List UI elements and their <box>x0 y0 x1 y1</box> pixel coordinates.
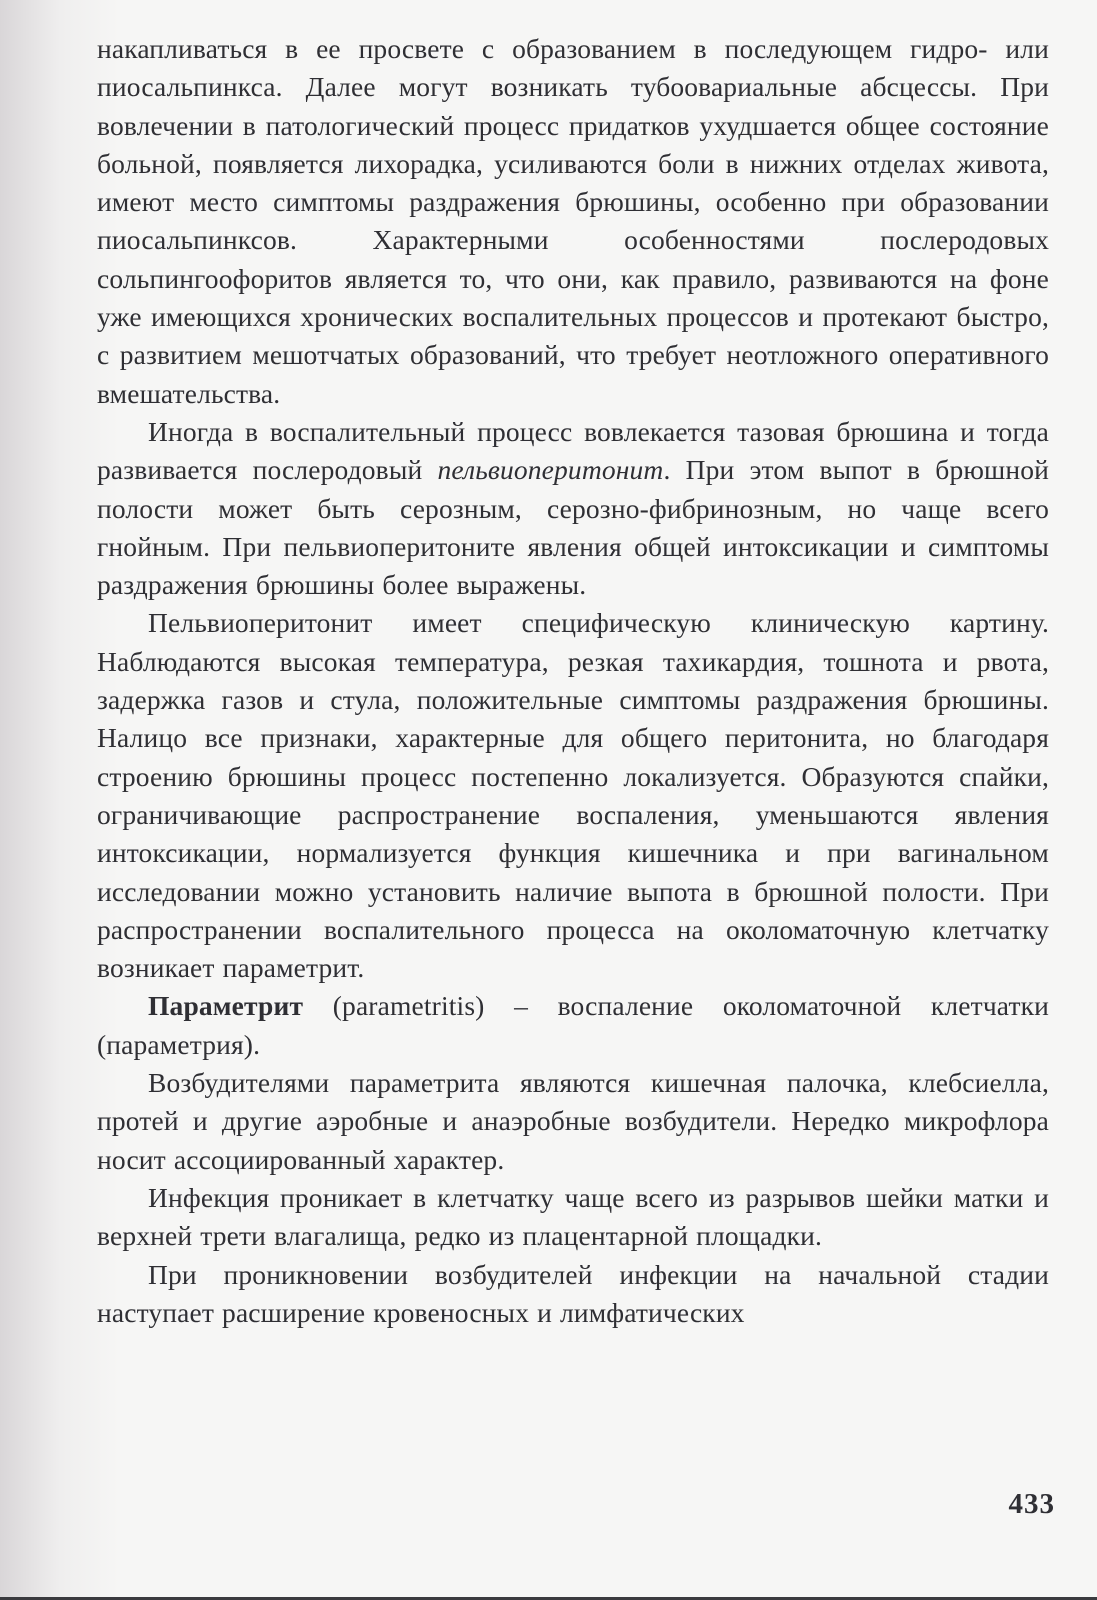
paragraph-text: накапливаться в ее просвете с образованием в последующем гидро- или пиосальпинкса. Далее могут возникать тубоовариальные абсцессы. При вовлечении в патологический процесс придатков ухудшается общее состояние больной, появляется лихорадка, усиливаются боли в нижних отделах живота, имеют место симптомы раздражения брюшины, особенно при образовании пиосальпинксов. Характерными особенностями послеродовых сольпингоофоритов является то, что они, как правило, развиваются на фоне уже имеющихся хронических воспалительных процессов и протекают быстро, с развитием мешотчатых образований, что требует неотложного оперативного вмешательства. <box>97 33 1049 409</box>
italic-term: пельвиоперитонит <box>437 454 664 486</box>
paragraph-text: При проникновении возбудителей инфекции на начальной стадии наступает расширение кровеносных и лимфатических <box>97 1258 1049 1328</box>
paragraph-text-before: Иногда в воспалительный процесс вовлекается тазовая брюшина и тогда развивается послеродовый <box>97 415 1049 486</box>
paragraph-pelvioperitonitis-clinic <box>97 604 1049 987</box>
paragraph-infection-route <box>97 1179 1049 1256</box>
paragraph-text-after: . При этом выпот в брюшной полости может быть серозным, серозно-фибринозным, но чаще всего гнойным. При пельвиоперитоните явления общей интоксикации и симптомы раздражения брюшины более выражены. <box>97 454 1049 601</box>
paragraph-text: Пельвиоперитонит имеет специфическую клиническую картину. Наблюдаются высокая температура, резкая тахикардия, тошнота и рвота, задержка газов и стула, положительные симптомы раздражения брюшины. Налицо все признаки, характерные для общего перитонита, но благодаря строению брюшины процесс постепенно локализуется. Образуются спайки, ограничивающие распространение воспаления, уменьшаются явления интоксикации, нормализуется функция кишечника и при вагинальном исследовании можно установить наличие выпота в брюшной полости. При распространении воспалительного процесса на околоматочную клетчатку возникает параметрит. <box>97 607 1049 984</box>
page-number: 433 <box>1008 1488 1055 1520</box>
paragraph-text: Инфекция проникает в клетчатку чаще всего из разрывов шейки матки и верхней трети влагалища, редко из плацентарной площадки. <box>97 1181 1049 1252</box>
paragraph-continuation <box>97 30 1049 413</box>
paragraph-pathogenesis <box>97 1256 1049 1333</box>
bold-term: Параметрит <box>148 990 304 1022</box>
paragraph-parametritis-definition <box>97 987 1049 1064</box>
paragraph-pathogens <box>97 1064 1049 1179</box>
paragraph-text: Возбудителями параметрита являются кишечная палочка, клебсиелла, протей и другие аэробные и анаэробные возбудители. Нередко микрофлора носит ассоциированный характер. <box>97 1067 1049 1175</box>
paragraph-text-after: (parametritis) – воспаление околоматочной клетчатки (параметрия). <box>97 990 1049 1060</box>
page-body <box>97 30 1049 1332</box>
paragraph-pelvioperitonitis-intro <box>97 413 1049 604</box>
